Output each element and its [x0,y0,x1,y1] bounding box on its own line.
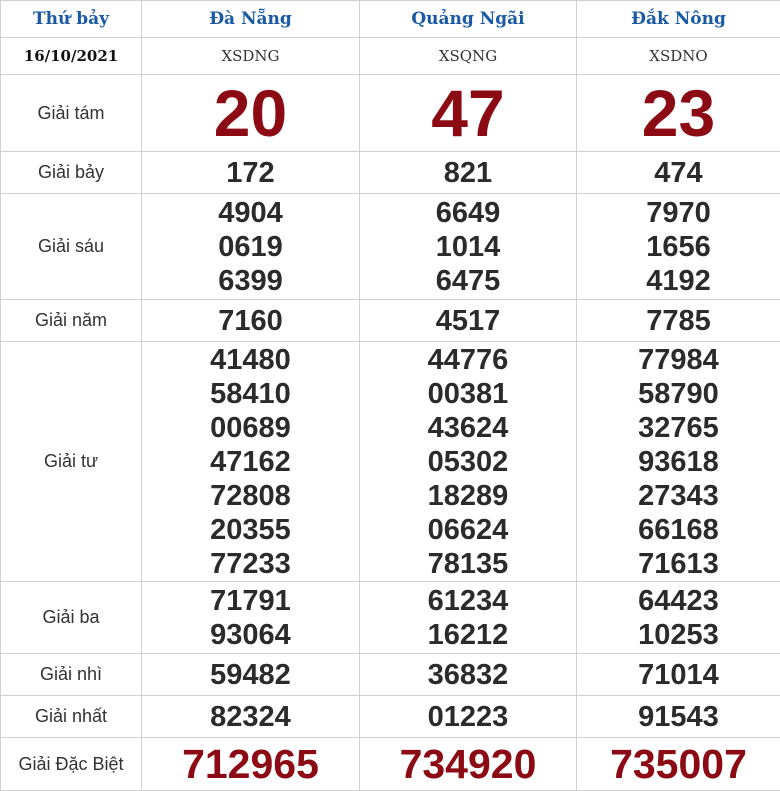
code-row [1,38,780,75]
prize-value: 6399 [142,264,359,298]
prize-cell [360,194,577,300]
prize-row-g8 [1,75,780,152]
prize-value: 16212 [360,618,576,652]
prize-value: 72808 [142,479,359,513]
day-of-week: Thứ bảy [1,1,142,38]
prize-value: 20 [142,75,360,152]
province-da-nang[interactable]: Đà Nẵng [142,1,360,38]
prize-label: Giải tư [1,342,142,582]
prize-cell [142,582,360,654]
prize-value: 172 [142,152,360,194]
prize-value: 64423 [577,584,780,618]
prize-cell [142,342,360,582]
prize-value: 32765 [577,411,780,445]
prize-row-g1 [1,696,780,738]
prize-value: 1014 [360,230,576,264]
prize-value: 0619 [142,230,359,264]
prize-label: Giải nhì [1,654,142,696]
prize-value: 36832 [360,654,577,696]
prize-row-special [1,738,780,791]
prize-label: Giải năm [1,300,142,342]
prize-row-g7 [1,152,780,194]
prize-value: 474 [577,152,780,194]
prize-value: 71613 [577,547,780,581]
prize-value: 00381 [360,377,576,411]
prize-value: 91543 [577,696,780,738]
prize-value: 77233 [142,547,359,581]
prize-label: Giải nhất [1,696,142,738]
prize-value: 71014 [577,654,780,696]
prize-value: 41480 [142,343,359,377]
prize-label: Giải Đặc Biệt [1,738,142,791]
prize-value: 82324 [142,696,360,738]
prize-row-g4 [1,342,780,582]
prize-value: 78135 [360,547,576,581]
prize-value: 47162 [142,445,359,479]
province-dak-nong[interactable]: Đắk Nông [577,1,780,38]
prize-value: 7970 [577,196,780,230]
prize-cell [577,342,780,582]
prize-value: 01223 [360,696,577,738]
prize-row-g3 [1,582,780,654]
prize-label: Giải bảy [1,152,142,194]
code-da-nang: XSDNG [142,38,360,75]
code-quang-ngai: XSQNG [360,38,577,75]
prize-value: 821 [360,152,577,194]
prize-value: 27343 [577,479,780,513]
prize-row-g2 [1,654,780,696]
prize-cell [142,194,360,300]
prize-value: 05302 [360,445,576,479]
prize-value: 7160 [142,300,360,342]
special-prize-value: 734920 [360,738,577,791]
prize-value: 58410 [142,377,359,411]
prize-value: 18289 [360,479,576,513]
prize-value: 10253 [577,618,780,652]
prize-value: 4517 [360,300,577,342]
prize-value: 59482 [142,654,360,696]
prize-value: 66168 [577,513,780,547]
code-dak-nong: XSDNO [577,38,780,75]
prize-value: 4192 [577,264,780,298]
special-prize-value: 712965 [142,738,360,791]
special-prize-value: 735007 [577,738,780,791]
prize-cell [360,342,577,582]
prize-label: Giải ba [1,582,142,654]
prize-value: 06624 [360,513,576,547]
prize-value: 43624 [360,411,576,445]
prize-cell [360,582,577,654]
prize-value: 47 [360,75,577,152]
prize-label: Giải tám [1,75,142,152]
prize-value: 58790 [577,377,780,411]
prize-value: 4904 [142,196,359,230]
prize-value: 44776 [360,343,576,377]
header-row [1,1,780,38]
prize-value: 1656 [577,230,780,264]
prize-value: 20355 [142,513,359,547]
prize-row-g5 [1,300,780,342]
prize-value: 6649 [360,196,576,230]
prize-value: 77984 [577,343,780,377]
prize-cell [577,194,780,300]
province-quang-ngai[interactable]: Quảng Ngãi [360,1,577,38]
prize-value: 93618 [577,445,780,479]
prize-value: 71791 [142,584,359,618]
prize-row-g6 [1,194,780,300]
prize-value: 7785 [577,300,780,342]
prize-cell [577,582,780,654]
prize-label: Giải sáu [1,194,142,300]
prize-value: 00689 [142,411,359,445]
prize-value: 61234 [360,584,576,618]
prize-value: 93064 [142,618,359,652]
prize-value: 6475 [360,264,576,298]
prize-value: 23 [577,75,780,152]
draw-date: 16/10/2021 [1,38,142,75]
